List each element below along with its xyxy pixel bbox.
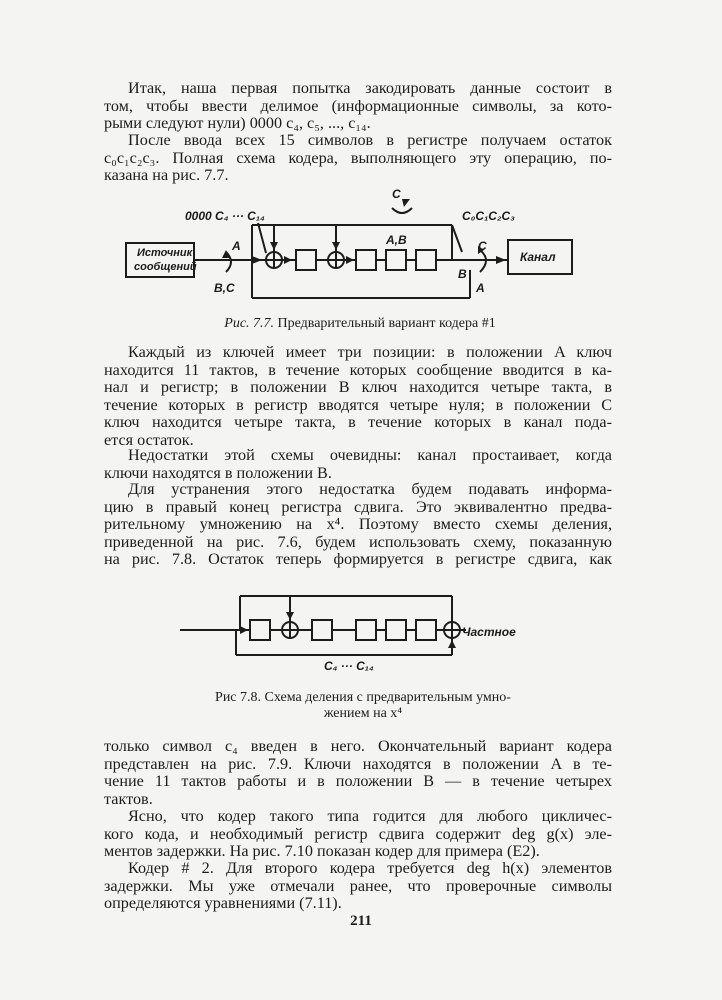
key-label: A (232, 239, 241, 253)
key-label: C (478, 239, 487, 253)
key-label: A,B (386, 233, 407, 247)
text-line: кого кода, и необходимый регистр сдвига содержит deg g(x) эле- (104, 824, 612, 843)
text-line: Недостатки этой схемы очевидны: канал простаивает, когда (128, 446, 612, 464)
text-line: находится 11 тактов, в течение которых сообщение вводится в ка- (104, 360, 612, 379)
text-line: на рис. 7.8. Остаток теперь формируется в регистре сдвига, как (104, 550, 612, 569)
key-label: C (392, 187, 401, 201)
paragraph-8 (104, 860, 612, 913)
text-line: цию в правый конец регистра сдвига. Это эквивалентно предва- (104, 497, 612, 516)
caption-number: Рис. 7.7. (224, 316, 275, 331)
text-line: ментов задержки. На рис. 7.10 показан кодер для примера (E2). (104, 842, 540, 861)
key-label: B,C (214, 281, 235, 295)
text-line: течение которых в регистр вводятся четыре нуля; в положении C (104, 395, 612, 414)
delay-cell (356, 620, 376, 640)
delay-cell (312, 620, 332, 640)
text-line: Ясно, что кодер такого типа годится для любого цикличес- (128, 807, 612, 825)
text-line: задержки. Мы уже отмечали ранее, что проверочные символы (104, 876, 612, 895)
text-line: Для устранения этого недостатка будем подавать информа- (128, 480, 612, 498)
delay-cell (250, 620, 270, 640)
text-line: рительному умножению на x⁴. Поэтому вместо схемы деления, (104, 515, 612, 534)
paragraph-6 (104, 738, 612, 808)
text-line: рыми следуют нули) 0000 c₄, c₅, ..., c₁₄. (104, 114, 371, 133)
paragraph-7 (104, 808, 612, 861)
caption-text: Рис 7.8. Схема деления с предварительным умно- (215, 690, 511, 705)
text-line: приведенной на рис. 7.6, будем использовать схему, показанную (104, 532, 612, 551)
text-line: ключ находится четыре такта, в течение которых в канал пода- (104, 413, 612, 432)
remainder-label: C₄ ··· C₁₄ (324, 659, 374, 673)
text-line: том, чтобы ввести делимое (информационные символы, за кото- (104, 96, 612, 115)
text-line: Каждый из ключей имеет три позиции: в положении A ключ (128, 343, 612, 361)
text-line: чение 11 тактов работы и в положении B — в течение четырех (104, 772, 612, 791)
output-label: C₀C₁C₂C₃ (462, 209, 515, 223)
text-line: Кодер # 2. Для второго кодера требуется deg h(x) элементов (128, 859, 612, 877)
source-label: сообщений (134, 261, 197, 273)
key-label: B (458, 267, 467, 281)
caption-text: жением на x⁴ (323, 706, 403, 721)
text-line: c₀c₁c₂c₃. Полная схема кодера, выполняющего эту операцию, по- (104, 148, 612, 167)
text-line: только символ c₄ введен в него. Окончательный вариант кодера (104, 737, 612, 755)
delay-cell (416, 620, 436, 640)
figure-7-8-caption (168, 690, 558, 722)
quotient-label: Частное (462, 625, 516, 639)
channel-label: Канал (520, 250, 556, 264)
input-label: 0000 C₄ ··· C₁₄ (185, 209, 265, 223)
text-line: казана на рис. 7.7. (104, 166, 229, 185)
source-label: Источник (137, 247, 193, 259)
page-number: 211 (350, 913, 372, 929)
text-line: нал и регистр; в положении B ключ находится четыре такта, в (104, 378, 612, 397)
caption-text: Предварительный вариант кодера #1 (277, 316, 496, 331)
text-line: тактов. (104, 789, 153, 808)
text-line: представлен на рис. 7.9. Ключи находятся в положении A в те- (104, 754, 612, 773)
text-line: ключи находятся в положении B. (104, 463, 332, 482)
text-line: ется остаток. (104, 430, 194, 449)
text-line: Итак, наша первая попытка закодировать данные состоит в (128, 79, 612, 97)
delay-cell (386, 620, 406, 640)
text-line: После ввода всех 15 символов в регистре получаем остаток (128, 131, 612, 149)
text-line: определяются уравнениями (7.11). (104, 894, 342, 913)
key-label: A (476, 281, 485, 295)
